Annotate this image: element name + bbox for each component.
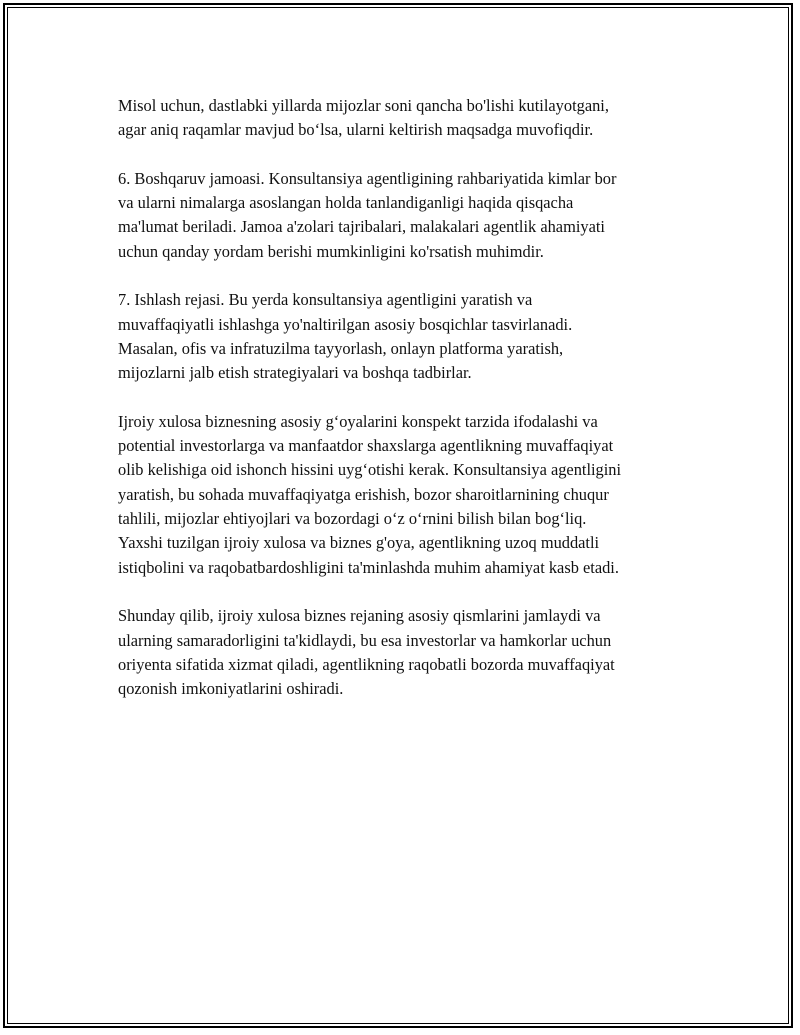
text-line: mijozlarni jalb etish strategiyalari va boshqa tadbirlar. — [118, 363, 472, 383]
text-line: 7. Ishlash rejasi. Bu yerda konsultansiya agentligini yaratish va — [118, 290, 533, 310]
paragraph-conclusion — [118, 604, 688, 701]
text-line: olib kelishiga oid ishonch hissini uyg‘otishi kerak. Konsultansiya agentligini — [118, 460, 622, 480]
text-line: istiqbolini va raqobatbardoshligini ta'minlashda muhim ahamiyat kasb etadi. — [118, 557, 619, 577]
text-line: 6. Boshqaruv jamoasi. Konsultansiya agentligining rahbariyatida kimlar bor — [118, 168, 617, 188]
text-line: Yaxshi tuzilgan ijroiy xulosa va biznes g'oya, agentlikning uzoq muddatli — [118, 533, 600, 553]
text-line: Masalan, ofis va infratuzilma tayyorlash, onlayn platforma yaratish, — [118, 338, 564, 358]
text-line: Ijroiy xulosa biznesning asosiy g‘oyalarini konspekt tarzida ifodalashi va — [118, 411, 598, 431]
paragraph-executive-summary — [118, 410, 688, 580]
text-line: muvaffaqiyatli ishlashga yo'naltirilgan asosiy bosqichlar tasvirlanadi. — [118, 314, 573, 334]
text-line: va ularni nimalarga asoslangan holda tanlandiganligi haqida qisqacha — [118, 193, 574, 213]
text-line: yaratish, bu sohada muvaffaqiyatga erishish, bozor sharoitlarnining chuqur — [118, 484, 609, 504]
text-line: agar aniq raqamlar mavjud bo‘lsa, ularni keltirish maqsadga muvofiqdir. — [118, 120, 594, 140]
paragraph-intro — [118, 94, 688, 143]
text-line: Shunday qilib, ijroiy xulosa biznes rejaning asosiy qismlarini jamlaydi va — [118, 606, 601, 626]
text-line: tahlili, mijozlar ehtiyojlari va bozordagi o‘z o‘rnini bilish bilan bog‘liq. — [118, 509, 587, 529]
text-line: potential investorlarga va manfaatdor shaxslarga agentlikning muvaffaqiyat — [118, 436, 614, 456]
text-line: uchun qanday yordam berishi mumkinligini ko'rsatish muhimdir. — [118, 241, 544, 261]
text-line: ma'lumat beriladi. Jamoa a'zolari tajribalari, malakalari agentlik ahamiyati — [118, 217, 605, 237]
text-line: Misol uchun, dastlabki yillarda mijozlar soni qancha bo'lishi kutilayotgani, — [118, 96, 609, 115]
text-line: oriyenta sifatida xizmat qiladi, agentlikning raqobatli bozorda muvaffaqiyat — [118, 654, 615, 674]
paragraph-management-team — [118, 167, 688, 264]
text-line: qozonish imkoniyatlarini oshiradi. — [118, 679, 344, 699]
text-line: ularning samaradorligini ta'kidlaydi, bu esa investorlar va hamkorlar uchun — [118, 630, 612, 650]
paragraph-work-plan — [118, 288, 688, 385]
document-body — [118, 94, 688, 726]
